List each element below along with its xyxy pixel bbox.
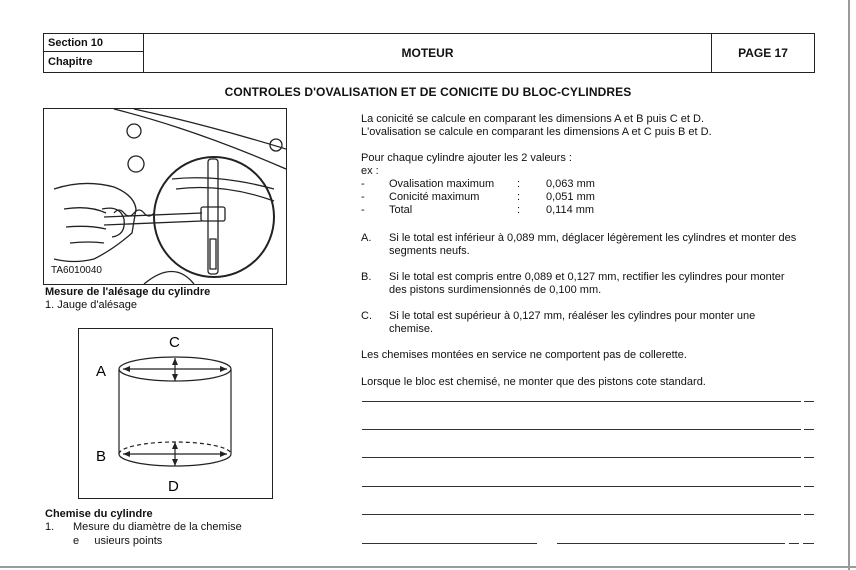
note-rule-end	[804, 514, 814, 515]
figure2-caption-line2: e usieurs points	[73, 535, 163, 547]
values-row-value: 0,063 mm	[546, 178, 595, 190]
figure2-caption-title: Chemise du cylindre	[45, 508, 153, 520]
figure2-caption-line1: Mesure du diamètre de la chemise	[73, 521, 242, 533]
note-rule-end	[789, 543, 799, 544]
header-section-cell	[44, 34, 144, 72]
values-intro-line-2: ex :	[361, 165, 379, 177]
note-liners: Les chemises montées en service ne comportent pas de collerette.	[361, 349, 687, 361]
note-rule	[362, 401, 801, 402]
note-rule	[362, 514, 801, 515]
figure1-caption-item: 1. Jauge d'alésage	[45, 299, 138, 311]
case-a-line1: Si le total est inférieur à 0,089 mm, déglacer légèrement les cylindres et monter des	[389, 232, 797, 244]
intro-line-1: La conicité se calcule en comparant les dimensions A et B puis C et D.	[361, 113, 705, 125]
note-rule	[362, 457, 801, 458]
values-row-value: 0,051 mm	[546, 191, 595, 203]
note-rule-end	[804, 429, 814, 430]
case-b-letter: B.	[361, 271, 372, 283]
note-rule	[362, 429, 801, 430]
case-b-line1: Si le total est compris entre 0,089 et 0,127 mm, rectifier les cylindres pour monter	[389, 271, 785, 283]
page-frame-bottom	[0, 566, 856, 568]
header-title: MOTEUR	[144, 34, 712, 72]
dimension-label-d: D	[168, 478, 179, 495]
bore-gauge-illustration	[44, 109, 286, 284]
note-rule-end	[804, 457, 814, 458]
cylinder-liner-figure	[78, 328, 273, 499]
note-rule-end	[804, 401, 814, 402]
note-pistons: Lorsque le bloc est chemisé, ne monter que des pistons cote standard.	[361, 376, 706, 388]
note-rule	[557, 543, 785, 544]
header-table	[43, 33, 815, 73]
note-rule	[362, 486, 801, 487]
values-row-label: Conicité maximum	[389, 191, 480, 203]
bore-gauge-figure	[43, 108, 287, 285]
values-row-label: Ovalisation maximum	[389, 178, 495, 190]
values-row-dash: -	[361, 178, 365, 190]
values-row-sep: :	[517, 204, 521, 216]
values-row-dash: -	[361, 191, 365, 203]
note-rule-end	[804, 486, 814, 487]
figure-code: TA6010040	[51, 265, 102, 276]
values-row-dash: -	[361, 204, 365, 216]
values-intro-line-1: Pour chaque cylindre ajouter les 2 valeurs :	[361, 152, 572, 164]
case-c-line1: Si le total est supérieur à 0,127 mm, réaléser les cylindres pour monter une	[389, 310, 756, 322]
figure2-caption-number: 1.	[45, 521, 55, 533]
values-row-sep: :	[517, 178, 521, 190]
case-a-line2: segments neufs.	[389, 245, 470, 257]
intro-line-2: L'ovalisation se calcule en comparant les dimensions A et C puis B et D.	[361, 126, 712, 138]
page-number: PAGE 17	[738, 46, 788, 60]
dimension-label-b: B	[96, 448, 107, 465]
case-b-line2: des pistons surdimensionnés de 0,100 mm.	[389, 284, 602, 296]
dimension-label-a: A	[96, 363, 107, 380]
note-rule-end	[803, 543, 814, 544]
note-rule	[362, 543, 537, 544]
values-row-sep: :	[517, 191, 521, 203]
dimension-label-c: C	[169, 334, 180, 351]
figure1-caption-title: Mesure de l'alésage du cylindre	[45, 286, 211, 298]
chapter-label: Chapitre	[48, 56, 93, 68]
case-c-line2: chemise.	[389, 323, 434, 335]
case-c-letter: C.	[361, 310, 372, 322]
case-a-letter: A.	[361, 232, 372, 244]
cylinder-liner-illustration	[79, 329, 272, 498]
values-row-label: Total	[389, 204, 413, 216]
page-title: CONTROLES D'OVALISATION ET DE CONICITE DU BLOC-CYLINDRES	[224, 85, 632, 99]
values-row-value: 0,114 mm	[546, 204, 595, 216]
section-label: Section 10	[44, 34, 143, 52]
